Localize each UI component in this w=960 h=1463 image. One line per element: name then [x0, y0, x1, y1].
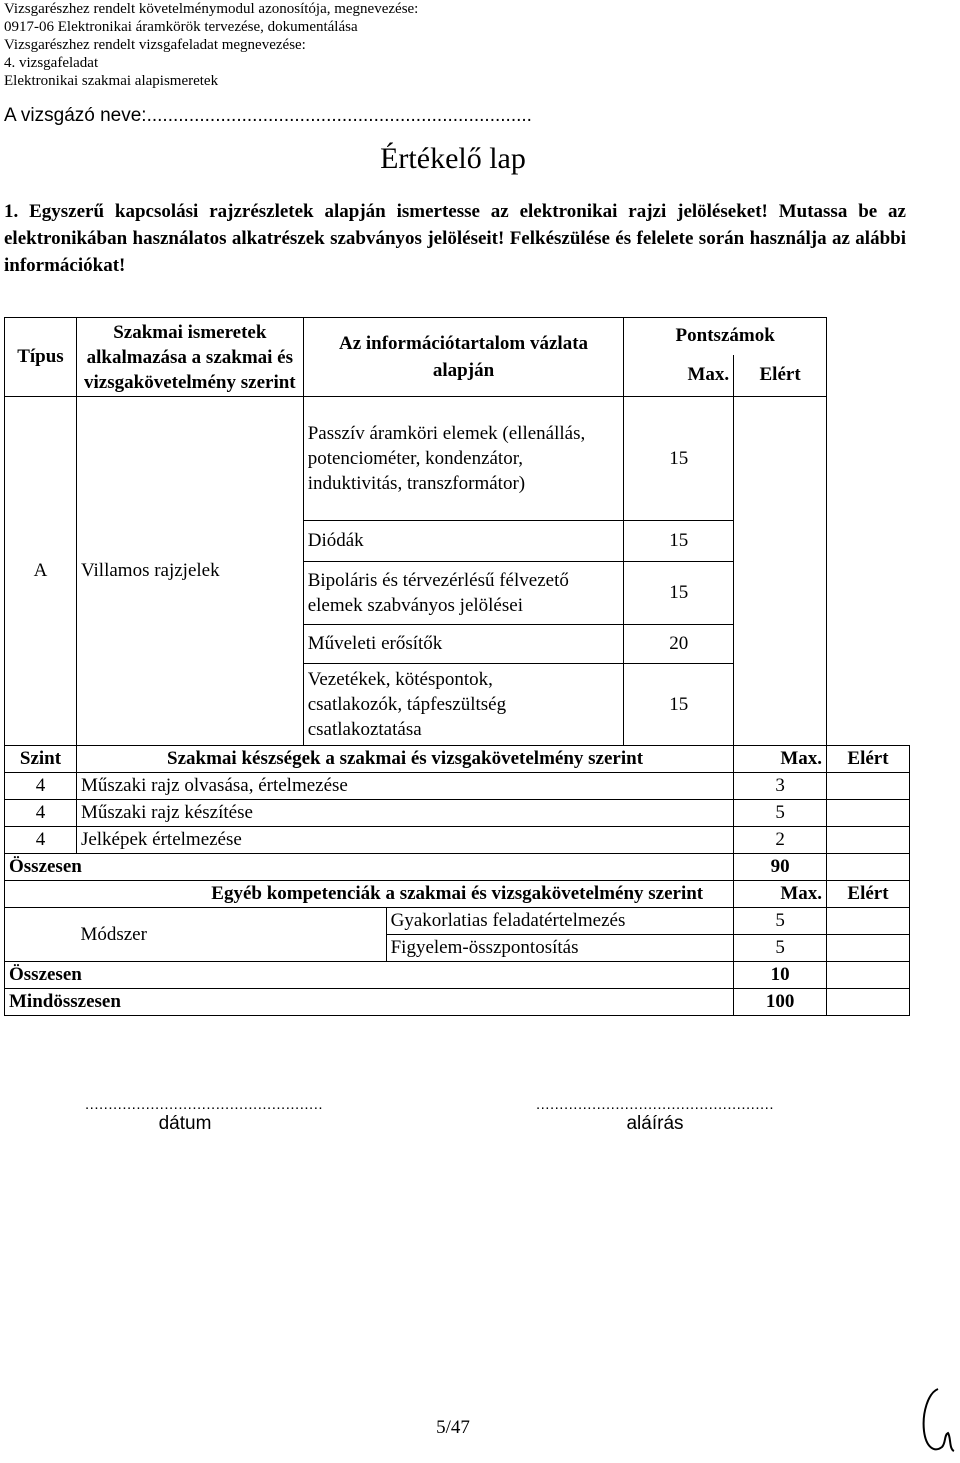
item-achieved [734, 397, 827, 746]
header-type: Típus [5, 318, 77, 397]
skill-text: Műszaki rajz olvasása, értelmezése [76, 773, 733, 800]
skill-level: 4 [5, 800, 77, 827]
subtotal-achieved [827, 962, 910, 989]
skill-text: Műszaki rajz készítése [76, 800, 733, 827]
skill-max: 3 [734, 773, 827, 800]
grand-total-label: Mindösszesen [5, 989, 734, 1016]
item-max: 20 [624, 625, 734, 664]
subtotal-label: Összesen [5, 854, 734, 881]
method-achieved [827, 908, 910, 935]
other-max-header: Max. [734, 881, 827, 908]
header-line: Elektronikai szakmai alapismeretek [4, 73, 219, 89]
page-title: Értékelő lap [380, 142, 526, 175]
method-item: Figyelem-összpontosítás [386, 935, 734, 962]
method-achieved [827, 935, 910, 962]
handwritten-initial-mark [918, 1385, 958, 1457]
skill-achieved [827, 800, 910, 827]
skills-achieved-header: Elért [827, 746, 910, 773]
page-number: 5/47 [436, 1417, 470, 1438]
subtotal-value: 90 [734, 854, 827, 881]
other-competencies-header: Egyéb kompetenciák a szakmai és vizsgakövetelmény szerint [5, 881, 734, 908]
header-points: Pontszámok [624, 318, 827, 355]
subtotal-label: Összesen [5, 962, 734, 989]
skills-max-header: Max. [734, 746, 827, 773]
skill-max: 2 [734, 827, 827, 854]
type-value: A [5, 397, 77, 746]
header-knowledge: Szakmai ismeretek alkalmazása a szakmai és vizsgakövetelmény szerint [76, 318, 303, 397]
signature-line: ................................................... [535, 1096, 775, 1113]
grand-total-value: 100 [734, 989, 827, 1016]
method-max: 5 [734, 908, 827, 935]
other-achieved-header: Elért [827, 881, 910, 908]
method-item: Gyakorlatias feladatértelmezés [386, 908, 734, 935]
item-max: 15 [624, 664, 734, 746]
skill-level: 4 [5, 773, 77, 800]
date-signature-block [85, 1096, 324, 1135]
skill-level: 4 [5, 827, 77, 854]
info-item: Bipoláris és térvezérlésű félvezető elemek szabványos jelölései [303, 562, 624, 625]
info-item: Passzív áramköri elemek (ellenállás, potenciométer, kondenzátor, induktivitás, transzformátor) [303, 397, 624, 521]
item-max: 15 [624, 397, 734, 521]
method-max: 5 [734, 935, 827, 962]
item-max: 15 [624, 562, 734, 625]
header-info: Az információtartalom vázlata alapján [303, 318, 624, 397]
skill-achieved [827, 827, 910, 854]
skill-achieved [827, 773, 910, 800]
signature-block [525, 1096, 785, 1135]
info-item: Műveleti erősítők [303, 625, 624, 664]
date-label: dátum [158, 1113, 212, 1134]
header-line: 4. vizsgafeladat [4, 55, 99, 71]
subtotal-value: 10 [734, 962, 827, 989]
document-header [4, 0, 418, 90]
knowledge-value: Villamos rajzjelek [76, 397, 303, 746]
task-description: 1. Egyszerű kapcsolási rajzrészletek alapján ismertesse az elektronikai rajzi jelöléseket! Mutassa be az elektronikában használatos alkatrészek szabványos jelöléseit! Felkészülése és felelete során használja az alábbi információkat! [4, 201, 906, 276]
header-line: Vizsgarészhez rendelt vizsgafeladat megnevezése: [4, 37, 306, 53]
skills-header: Szakmai készségek a szakmai és vizsgakövetelmény szerint [76, 746, 733, 773]
candidate-name-field: A vizsgázó neve:......................................................................... [4, 105, 532, 126]
header-achieved: Elért [734, 355, 827, 397]
info-item: Vezetékek, kötéspontok, csatlakozók, tápfeszültség csatlakoztatása [303, 664, 624, 746]
signature-label: aláírás [626, 1113, 684, 1134]
info-item: Diódák [303, 521, 624, 562]
subtotal-achieved [827, 854, 910, 881]
skill-text: Jelképek értelmezése [76, 827, 733, 854]
grand-total-achieved [827, 989, 910, 1016]
header-line: Vizsgarészhez rendelt követelménymodul azonosítója, megnevezése: [4, 1, 419, 17]
header-line: 0917-06 Elektronikai áramkörök tervezése, dokumentálása [4, 19, 358, 35]
item-max: 15 [624, 521, 734, 562]
skill-max: 5 [734, 800, 827, 827]
method-label: Módszer [76, 908, 386, 962]
evaluation-table [4, 317, 910, 1016]
header-max: Max. [624, 355, 734, 397]
date-line: ................................................... [85, 1096, 324, 1113]
skills-level-header: Szint [5, 746, 77, 773]
